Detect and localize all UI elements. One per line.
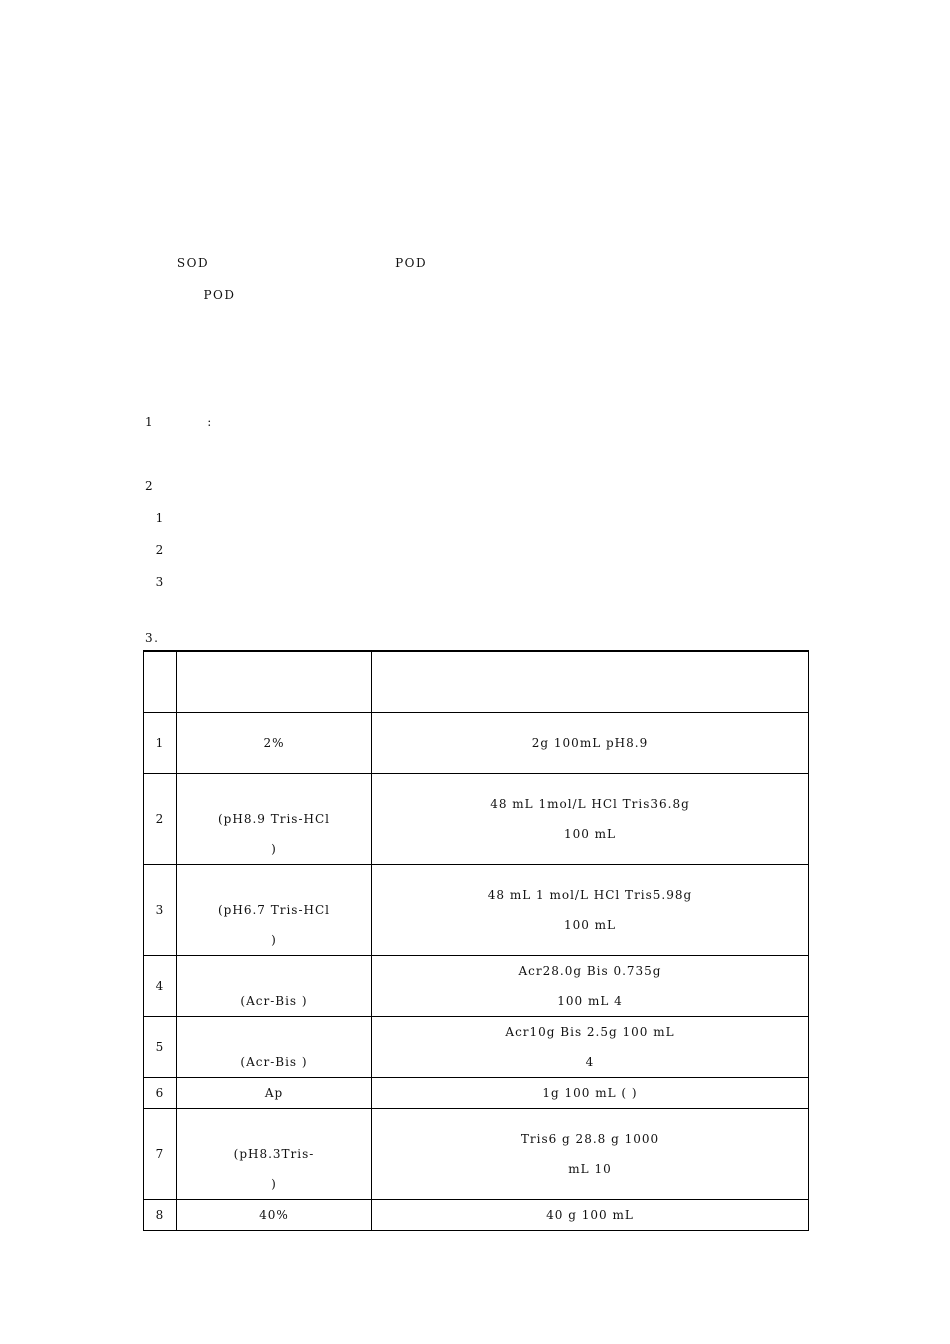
header-method xyxy=(372,651,809,712)
row-name: (pH8.3Tris- ) xyxy=(177,1108,372,1199)
row-method: Tris6 g 28.8 g 1000 mL 10 xyxy=(372,1108,809,1199)
paragraph-line xyxy=(145,223,347,239)
paragraph-line xyxy=(145,127,209,143)
row-name: (Acr-Bis ) xyxy=(177,1016,372,1077)
row-method: 1g 100 mL ( ) xyxy=(372,1077,809,1108)
table-row xyxy=(144,1016,809,1077)
row-method: 48 mL 1 mol/L HCl Tris5.98g 100 mL xyxy=(372,864,809,955)
list-subitem: 3 xyxy=(145,575,245,589)
table-row xyxy=(144,1199,809,1230)
row-method: 40 g 100 mL xyxy=(372,1199,809,1230)
row-name: (Acr-Bis ) xyxy=(177,955,372,1016)
section-title xyxy=(145,373,186,391)
table-row xyxy=(144,1108,809,1199)
row-method: 48 mL 1mol/L HCl Tris36.8g 100 mL xyxy=(372,773,809,864)
row-method: Acr10g Bis 2.5g 100 mL 4 xyxy=(372,1016,809,1077)
paragraph-line: POD xyxy=(145,288,406,302)
row-name: Ap xyxy=(177,1077,372,1108)
row-num: 6 xyxy=(144,1077,177,1108)
paragraph-line xyxy=(145,191,315,207)
row-name: (pH8.9 Tris-HCl ) xyxy=(177,773,372,864)
row-num: 7 xyxy=(144,1108,177,1199)
row-num: 2 xyxy=(144,773,177,864)
table-row xyxy=(144,773,809,864)
reagent-table xyxy=(143,650,809,1231)
list-item: 1 : xyxy=(145,415,240,429)
table-row xyxy=(144,712,809,773)
list-subitem: 1 xyxy=(145,511,303,525)
row-method: 2g 100mL pH8.9 xyxy=(372,712,809,773)
header-num xyxy=(144,651,177,712)
table-row xyxy=(144,1077,809,1108)
row-num: 8 xyxy=(144,1199,177,1230)
list-subitem: 2 xyxy=(145,543,256,557)
paragraph-line xyxy=(145,159,251,175)
row-name: (pH6.7 Tris-HCl ) xyxy=(177,864,372,955)
row-method: Acr28.0g Bis 0.735g 100 mL 4 xyxy=(372,955,809,1016)
row-num: 1 xyxy=(144,712,177,773)
row-num: 5 xyxy=(144,1016,177,1077)
paragraph-line xyxy=(145,319,347,335)
table-row xyxy=(144,955,809,1016)
row-num: 4 xyxy=(144,955,177,1016)
list-item: 2 xyxy=(145,479,165,493)
table-header-row xyxy=(144,651,809,712)
paragraph-line: SOD POD xyxy=(145,256,518,270)
list-item: 3. xyxy=(145,631,171,645)
table-row xyxy=(144,864,809,955)
row-name: 40% xyxy=(177,1199,372,1230)
row-name: 2% xyxy=(177,712,372,773)
header-name xyxy=(177,651,372,712)
row-num: 3 xyxy=(144,864,177,955)
